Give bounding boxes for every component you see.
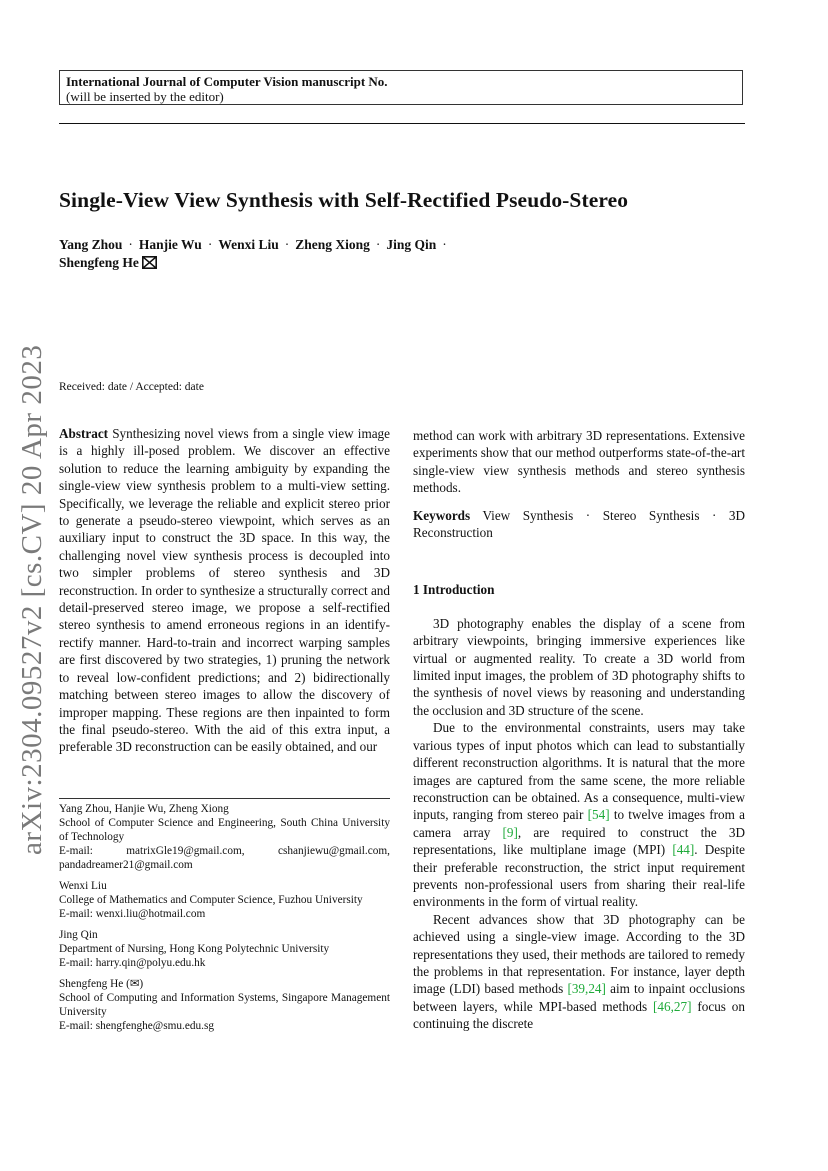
affiliation-rule xyxy=(59,798,390,799)
keywords-label: Keywords xyxy=(413,507,471,523)
citation-link[interactable]: [44] xyxy=(672,842,695,858)
editor-note: (will be inserted by the editor) xyxy=(66,89,224,104)
affiliation-email: E-mail: matrixGle19@gmail.com, cshanjiewu@gmail.com, pandadreamer21@gmail.com xyxy=(59,845,390,871)
author: Shengfeng He xyxy=(59,255,139,270)
author: Yang Zhou xyxy=(59,237,123,252)
author: Zheng Xiong xyxy=(295,237,370,252)
citation-link[interactable]: [9] xyxy=(502,824,518,840)
affiliation-names: Yang Zhou, Hanjie Wu, Zheng Xiong xyxy=(59,803,229,815)
affiliation-email: E-mail: shengfenghe@smu.edu.sg xyxy=(59,1020,215,1032)
affiliation-email: E-mail: wenxi.liu@hotmail.com xyxy=(59,908,206,920)
affiliation-block xyxy=(59,879,390,921)
paper-title: Single-View View Synthesis with Self-Rectified Pseudo-Stereo xyxy=(59,188,629,212)
intro-paragraph: Due to the environmental constraints, users may take various types of input photos which can lead to substantially different reconstruction algorithms. It is natural that the more images are captured from the same scene, the more reliable reconstruction can be obtained. As a consequence, multi-view inputs, ranging from stereo pair [54] to twelve images from a camera array [9], are required to construct the 3D representations, like multiplane image (MPI) [44]. Despite their preferable reconstruction, the strict input requirement prevents non-professional users from sharing their real-life environments in the form of virtual reality. xyxy=(413,720,746,910)
affiliation-names: Shengfeng He (✉) xyxy=(59,978,144,990)
affiliation-institution: School of Computing and Information Systems, Singapore Management University xyxy=(59,992,390,1018)
affiliation-institution: Department of Nursing, Hong Kong Polytechnic University xyxy=(59,943,330,955)
author-list xyxy=(59,236,619,274)
keywords xyxy=(413,507,745,542)
citation-link[interactable]: [39,24] xyxy=(567,981,606,997)
citation-link[interactable]: [46,27] xyxy=(653,998,692,1014)
citation-link[interactable]: [54] xyxy=(587,807,610,823)
abstract xyxy=(59,425,390,756)
author-separator: · xyxy=(207,237,213,252)
author-separator: · xyxy=(375,237,381,252)
affiliation-institution: School of Computer Science and Engineering, South China University of Technology xyxy=(59,817,390,843)
affiliation-names: Wenxi Liu xyxy=(59,880,107,892)
abstract-text: Synthesizing novel views from a single view image is a highly ill-posed problem. We discover an effective solution to reduce the learning ambiguity by expanding the single-view view synthesis problem to a multi-view setting. Specifically, we leverage the reliable and explicit stereo prior to generate a pseudo-stereo viewpoint, which serves as an auxiliary input to construct the 3D space. In this way, the challenging novel view synthesis process is decoupled into two simpler problems of stereo synthesis and 3D reconstruction. In order to synthesize a structurally correct and detail-preserved stereo image, we propose a self-rectified stereo synthesis to amend erroneous regions in an identify-rectify manner. Hard-to-train and incorrect warping samples are first discovered by two strategies, 1) pruning the network to reveal low-confident predictions; and 2) bidirectionally matching between stereo images to allow the discovery of improper mapping. These regions are then inpainted to form the final pseudo-stereo. With the aid of this extra input, a preferable 3D reconstruction can be easily obtained, and our xyxy=(59,426,390,755)
received-date: Received: date / Accepted: date xyxy=(59,381,204,393)
abstract-column xyxy=(59,425,390,756)
right-column xyxy=(413,427,745,1033)
author-separator: · xyxy=(442,237,447,252)
abstract-continuation: method can work with arbitrary 3D representations. Extensive experiments show that our method outperforms state-of-the-art single-view view synthesis methods and stereo synthesis methods. xyxy=(413,428,745,496)
keywords-text: View Synthesis · Stereo Synthesis · 3D Reconstruction xyxy=(413,507,746,541)
author: Hanjie Wu xyxy=(138,237,202,252)
abstract-label: Abstract xyxy=(59,426,109,441)
author: Wenxi Liu xyxy=(218,237,279,252)
affiliation-institution: College of Mathematics and Computer Science, Fuzhou University xyxy=(59,894,363,906)
intro-paragraph: 3D photography enables the display of a scene from arbitrary viewpoints, bringing immersive experiences like virtual or augmented reality. To create a 3D world from limited input images, the problem of 3D photography shifts to the synthesis of novel views by reasoning and understanding the occlusion and 3D structure of the scene. xyxy=(413,615,745,718)
affiliation-block xyxy=(59,928,390,970)
arxiv-stamp: arXiv:2304.09527v2 [cs.CV] 20 Apr 2023 xyxy=(16,344,48,855)
affiliations xyxy=(59,802,390,1040)
author: Jing Qin xyxy=(386,237,437,252)
intro-paragraph: Recent advances show that 3D photography can be achieved using a single-view image. According to the 3D representations they used, their methods are tailored to remedy the problems in that representation. For instance, layer depth image (LDI) based methods [39,24] aim to inpaint occlusions between layers, while MPI-based methods [46,27] focus on continuing the discrete xyxy=(413,911,745,1032)
affiliation-names: Jing Qin xyxy=(59,929,98,941)
journal-name: International Journal of Computer Vision manuscript No. xyxy=(66,74,388,89)
header-rule xyxy=(59,123,745,124)
affiliation-block xyxy=(59,977,390,1033)
affiliation-block xyxy=(59,802,390,872)
section-heading: 1 Introduction xyxy=(413,582,495,598)
journal-header-box xyxy=(59,70,743,105)
author-separator: · xyxy=(128,237,133,252)
envelope-icon xyxy=(142,256,157,274)
affiliation-email: E-mail: harry.qin@polyu.edu.hk xyxy=(59,957,206,969)
author-separator: · xyxy=(284,237,290,252)
